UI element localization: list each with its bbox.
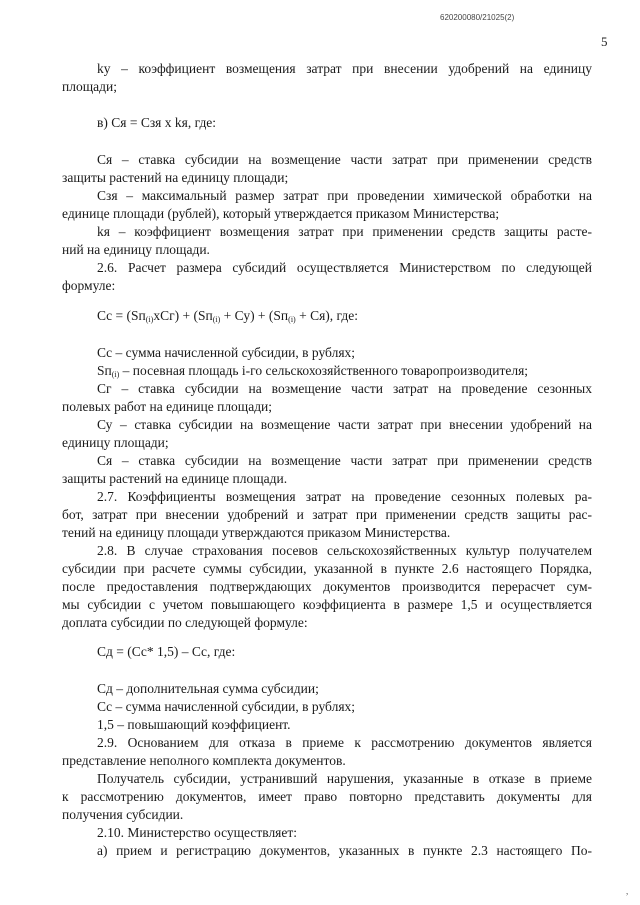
paragraph-line: мы субсидии с учетом повышающего коэффициента в размере 1,5 и осуществляется [62,597,592,612]
paragraph-line: 1,5 – повышающий коэффициент. [97,717,291,732]
paragraph-line: Су – ставка субсидии на возмещение части затрат при внесении удобрений на [97,417,592,432]
paragraph-line: единицу площади; [62,435,169,450]
paragraph-line: 2.9. Основанием для отказа в приеме к рассмотрению документов является [97,735,592,750]
paragraph-line: Ся – ставка субсидии на возмещение части затрат при применении средств [97,453,592,468]
paragraph-line: доплата субсидии по следующей формуле: [62,615,308,630]
paragraph-line: полевых работ на единице площади; [62,399,273,414]
paragraph-line: ний на единицу площади. [62,242,210,257]
paragraph-line: защиты растений на единице площади. [62,471,288,486]
paragraph-line: бот, затрат при внесении удобрений и затрат при применении средств защиты рас- [62,507,592,522]
paragraph-line: представление неполного комплекта документов. [62,753,346,768]
paragraph-line: Ся – ставка субсидии на возмещение части затрат при применении средств [97,152,592,167]
formula-subscript: (i) [145,315,154,324]
formula-line: в) Ся = Сзя х kя, где: [97,115,217,130]
paragraph-line: субсидии при расчете суммы субсидии, указанной в пункте 2.6 настоящего Порядка, [62,561,592,576]
document-number: 620200080/21025(2) [440,13,515,22]
formula-line [97,307,358,329]
paragraph-line: Получатель субсидии, устранивший нарушения, указанные в отказе в приеме [97,771,592,786]
formula-part: + Ся), где: [295,308,359,323]
paragraph-line: площади; [62,79,117,94]
formula-subscript: (i) [111,370,120,379]
formula-subscript: (i) [288,315,296,324]
paragraph-line: к рассмотрению документов, имеет право повторно представить документы для [62,789,592,804]
paragraph-line: 2.7. Коэффициенты возмещения затрат на проведение сезонных полевых ра- [97,489,592,504]
paragraph-line: а) прием и регистрацию документов, указанных в пункте 2.3 настоящего По- [97,843,592,858]
formula-subscript: (i) [212,315,221,324]
paragraph-line: Сзя – максимальный размер затрат при проведении химической обработки на [97,188,592,203]
paragraph-line: формуле: [62,278,116,293]
paragraph-line: после предоставления подтверждающих документов производится перерасчет сум- [62,579,592,594]
formula-part: Sп [97,363,112,378]
paragraph-line: получения субсидии. [62,807,184,822]
paragraph-line: Сс – сумма начисленной субсидии, в рублях; [97,345,356,360]
paragraph-line: kу – коэффициент возмещения затрат при внесении удобрений на единицу [97,61,592,76]
paragraph-line: Сс – сумма начисленной субсидии, в рублях; [97,699,356,714]
paragraph-line: Сд – дополнительная сумма субсидии; [97,681,319,696]
paragraph-line: kя – коэффициент возмещения затрат при применении средств защиты расте- [97,224,592,239]
formula-part: – посевная площадь i-го сельскохозяйственного товаропроизводителя; [119,363,529,378]
paragraph-line: 2.8. В случае страхования посевов сельскохозяйственных культур получателем [97,543,592,558]
formula-part: хСг) + (Sп [153,308,213,323]
formula-part: + Су) + (Sп [220,308,289,323]
formula-line: Сд = (Сс* 1,5) – Сс, где: [97,644,236,659]
paragraph-line: тений на единицу площади утверждаются приказом Министерства. [62,525,451,540]
paragraph-line: защиты растений на единицу площади; [62,170,289,185]
paragraph-line: 2.10. Министерство осуществляет: [97,825,298,840]
paragraph-line: Сг – ставка субсидии на возмещение части затрат на проведение сезонных [97,381,592,396]
corner-mark: , [626,886,629,896]
paragraph-line: 2.6. Расчет размера субсидий осуществляется Министерством по следующей [97,260,592,275]
paragraph-line: единице площади (рублей), который утверждается приказом Министерства; [62,206,500,221]
page-number: 5 [601,34,608,49]
formula-part: Сс = (Sп [97,308,146,323]
